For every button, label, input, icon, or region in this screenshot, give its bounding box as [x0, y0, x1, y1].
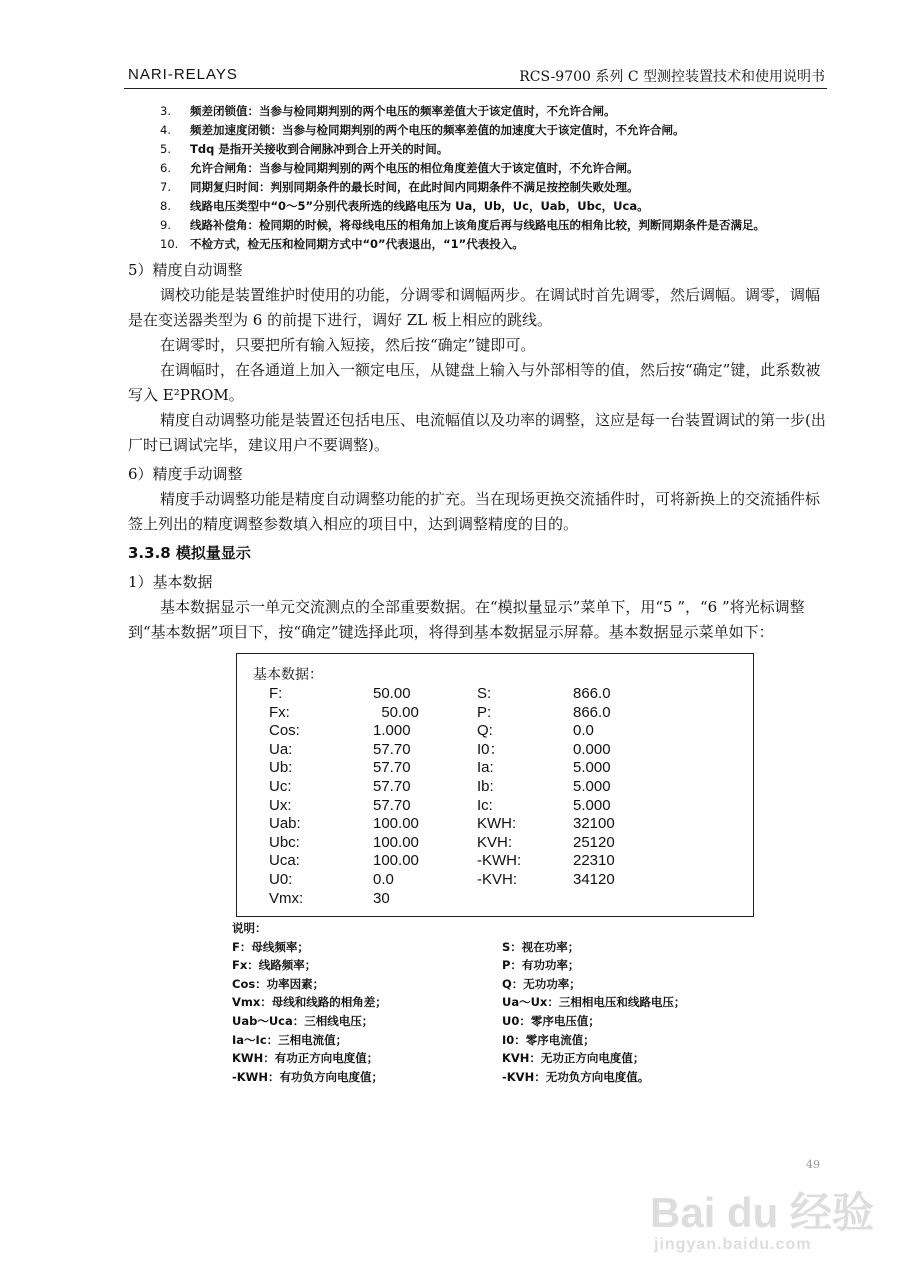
- note-text: 线路补偿角：检同期的时候，将母线电压的相角加上该角度后再与线路电压的相角比较，判断同期条件是否满足。: [190, 218, 765, 232]
- screen-row: [269, 890, 615, 909]
- section-3-3-8: [128, 541, 828, 566]
- label: Uc:: [269, 777, 292, 795]
- legend-item: I0：零序电流值；: [502, 1032, 595, 1047]
- legend-item: P：有功功率；: [502, 958, 580, 973]
- note-number: 8.: [160, 199, 171, 213]
- paragraph: 基本数据显示一单元交流测点的全部重要数据。在“模拟量显示”菜单下，用“5 ”，“6 ”将光标调整到“基本数据”项目下，按“确定”键选择此项，将得到基本数据显示屏幕。基本数据显示菜单如下：: [128, 598, 805, 641]
- label: KWH:: [477, 815, 517, 833]
- legend-item: Q：无功功率；: [502, 976, 581, 991]
- label: Cos:: [269, 722, 300, 740]
- paragraph: 精度手动调整功能是精度自动调整功能的扩充。当在现场更换交流插件时，可将新换上的交流插件标签上列出的精度调整参数填入相应的项目中，达到调整精度的目的。: [128, 490, 821, 533]
- section-6: [128, 462, 828, 537]
- basic-data-screen: [236, 653, 754, 917]
- value: 866.0: [573, 703, 611, 721]
- label: Ia:: [477, 759, 494, 777]
- legend-row: [232, 938, 772, 957]
- screen-row: [269, 722, 615, 741]
- value: 5.000: [573, 777, 611, 795]
- value: 0.0: [373, 870, 394, 888]
- value: 100.00: [373, 852, 419, 870]
- legend-title: 说明：: [232, 921, 267, 935]
- label: Ua:: [269, 740, 293, 758]
- note-item: [160, 216, 830, 235]
- legend-item: Vmx：母线和线路的相角差；: [232, 995, 387, 1010]
- label: F:: [269, 685, 283, 702]
- label: U0:: [269, 870, 293, 888]
- notes-list: [160, 102, 830, 254]
- legend-item: Fx：线路频率；: [232, 958, 317, 973]
- note-text: 频差加速度闭锁：当参与检同期判别的两个电压的频率差值的加速度大于该定值时，不允许合闸。: [190, 123, 685, 137]
- value: 50.00: [373, 685, 411, 702]
- legend-row: [232, 993, 772, 1012]
- label: P:: [477, 703, 492, 721]
- page-number: 49: [806, 1158, 820, 1171]
- value: 100.00: [373, 833, 419, 851]
- value: 866.0: [573, 685, 611, 702]
- screen-row: [269, 759, 615, 778]
- section-title: 6）精度手动调整: [128, 465, 243, 483]
- label: S:: [477, 685, 492, 702]
- label: KVH:: [477, 833, 513, 851]
- value: 34120: [573, 870, 615, 888]
- note-text: 允许合闸角：当参与检同期判别的两个电压的相位角度差值大于该定值时，不允许合闸。: [190, 161, 639, 175]
- legend-row: [232, 1031, 772, 1050]
- screen-row: [269, 815, 615, 834]
- value: 50.00: [373, 703, 419, 721]
- legend: [232, 919, 772, 1086]
- note-text: 同期复归时间：判别同期条件的最长时间，在此时间内同期条件不满足按控制失败处理。: [190, 180, 639, 194]
- value: 5.000: [573, 796, 611, 814]
- value: 1.000: [373, 722, 411, 740]
- value: 57.70: [373, 740, 411, 758]
- legend-item: S：视在功率；: [502, 939, 580, 954]
- note-item: [160, 159, 830, 178]
- legend-item: KWH：有功正方向电度值；: [232, 1051, 379, 1066]
- section-5: [128, 258, 828, 458]
- label: I0：: [477, 740, 505, 758]
- note-number: 10.: [160, 237, 179, 251]
- label: Q:: [477, 722, 493, 740]
- note-item: [160, 197, 830, 216]
- legend-item: Ua～Ux：三相相电压和线路电压；: [502, 995, 686, 1010]
- legend-item: -KVH：无功负方向电度值。: [502, 1069, 650, 1084]
- section-heading: 3.3.8 模拟量显示: [128, 544, 251, 562]
- note-item: [160, 102, 830, 121]
- legend-row: [232, 1049, 772, 1068]
- screen-row: [269, 852, 615, 871]
- label: Vmx:: [269, 889, 304, 907]
- legend-row: [232, 1012, 772, 1031]
- screen-title: 基本数据：: [253, 667, 323, 683]
- label: Uca:: [269, 852, 300, 870]
- value: 0.0: [573, 722, 594, 740]
- note-item: [160, 235, 830, 254]
- note-item: [160, 178, 830, 197]
- legend-item: KVH：无功正方向电度值；: [502, 1051, 645, 1066]
- legend-item: U0：零序电压值；: [502, 1013, 600, 1028]
- label: -KWH:: [477, 852, 522, 870]
- label: Ib:: [477, 777, 494, 795]
- section-basic-data: [128, 570, 828, 645]
- legend-item: Ia～Ic：三相电流值；: [232, 1032, 348, 1047]
- screen-row: [269, 834, 615, 853]
- screen-row: [269, 797, 615, 816]
- note-item: [160, 140, 830, 159]
- label: Fx:: [269, 703, 290, 721]
- header-company: NARI-RELAYS: [128, 66, 238, 83]
- note-number: 3.: [160, 104, 171, 118]
- screen-row: [269, 871, 615, 890]
- legend-row: [232, 1068, 772, 1087]
- value: 5.000: [573, 759, 611, 777]
- watermark-logo: Bai du 经验 jingyan.baidu.com: [650, 1189, 875, 1253]
- note-number: 5.: [160, 142, 171, 156]
- section-title: 1）基本数据: [128, 573, 213, 591]
- value: 0.000: [573, 740, 611, 758]
- label: Uab:: [269, 815, 301, 833]
- legend-row: [232, 975, 772, 994]
- paragraph: 精度自动调整功能是装置还包括电压、电流幅值以及功率的调整，这应是每一台装置调试的第一步(出厂时已调试完毕，建议用户不要调整)。: [128, 411, 826, 454]
- header-rule: [124, 88, 827, 89]
- note-text: 不检方式，检无压和检同期方式中“0”代表退出，“1”代表投入。: [190, 237, 524, 251]
- note-text: 频差闭锁值：当参与检同期判别的两个电压的频率差值大于该定值时，不允许合闸。: [190, 104, 616, 118]
- paragraph: 在调零时，只要把所有输入短接，然后按“确定”键即可。: [160, 336, 536, 354]
- paragraph: 在调幅时，在各通道上加入一额定电压，从键盘上输入与外部相等的值，然后按“确定”键，此系数被写入 E²PROM。: [128, 361, 821, 404]
- label: -KVH:: [477, 870, 518, 888]
- note-text: 线路电压类型中“0～5”分别代表所选的线路电压为 Ua，Ub，Uc，Uab，Ubc，Uca。: [190, 199, 649, 213]
- legend-item: -KWH：有功负方向电度值；: [232, 1069, 383, 1084]
- legend-item: Cos：功率因素；: [232, 976, 325, 991]
- value: 30: [373, 889, 390, 907]
- value: 57.70: [373, 777, 411, 795]
- value: 57.70: [373, 796, 411, 814]
- label: Ub:: [269, 759, 293, 777]
- note-number: 9.: [160, 218, 171, 232]
- screen-row: [269, 685, 615, 704]
- note-number: 7.: [160, 180, 171, 194]
- header-title: RCS-9700 系列 C 型测控装置技术和使用说明书: [519, 69, 825, 85]
- label: [477, 890, 573, 909]
- note-number: 6.: [160, 161, 171, 175]
- value: 25120: [573, 833, 615, 851]
- legend-item: Uab～Uca：三相线电压；: [232, 1013, 374, 1028]
- value: 100.00: [373, 815, 419, 833]
- screen-data-grid: [269, 685, 615, 908]
- screen-row: [269, 778, 615, 797]
- screen-row: [269, 704, 615, 723]
- label: Ic:: [477, 796, 493, 814]
- value: 32100: [573, 815, 615, 833]
- paragraph: 调校功能是装置维护时使用的功能，分调零和调幅两步。在调试时首先调零，然后调幅。调零，调幅是在变送器类型为 6 的前提下进行，调好 ZL 板上相应的跳线。: [128, 286, 821, 329]
- label: Ux:: [269, 796, 292, 814]
- value: 22310: [573, 852, 615, 870]
- legend-row: [232, 956, 772, 975]
- note-number: 4.: [160, 123, 171, 137]
- legend-item: F：母线频率；: [232, 939, 309, 954]
- page-content: [128, 102, 828, 1086]
- section-title: 5）精度自动调整: [128, 261, 243, 279]
- screen-row: [269, 741, 615, 760]
- value: 57.70: [373, 759, 411, 777]
- label: Ubc:: [269, 833, 300, 851]
- note-text: Tdq 是指开关接收到合闸脉冲到合上开关的时间。: [190, 142, 449, 156]
- note-item: [160, 121, 830, 140]
